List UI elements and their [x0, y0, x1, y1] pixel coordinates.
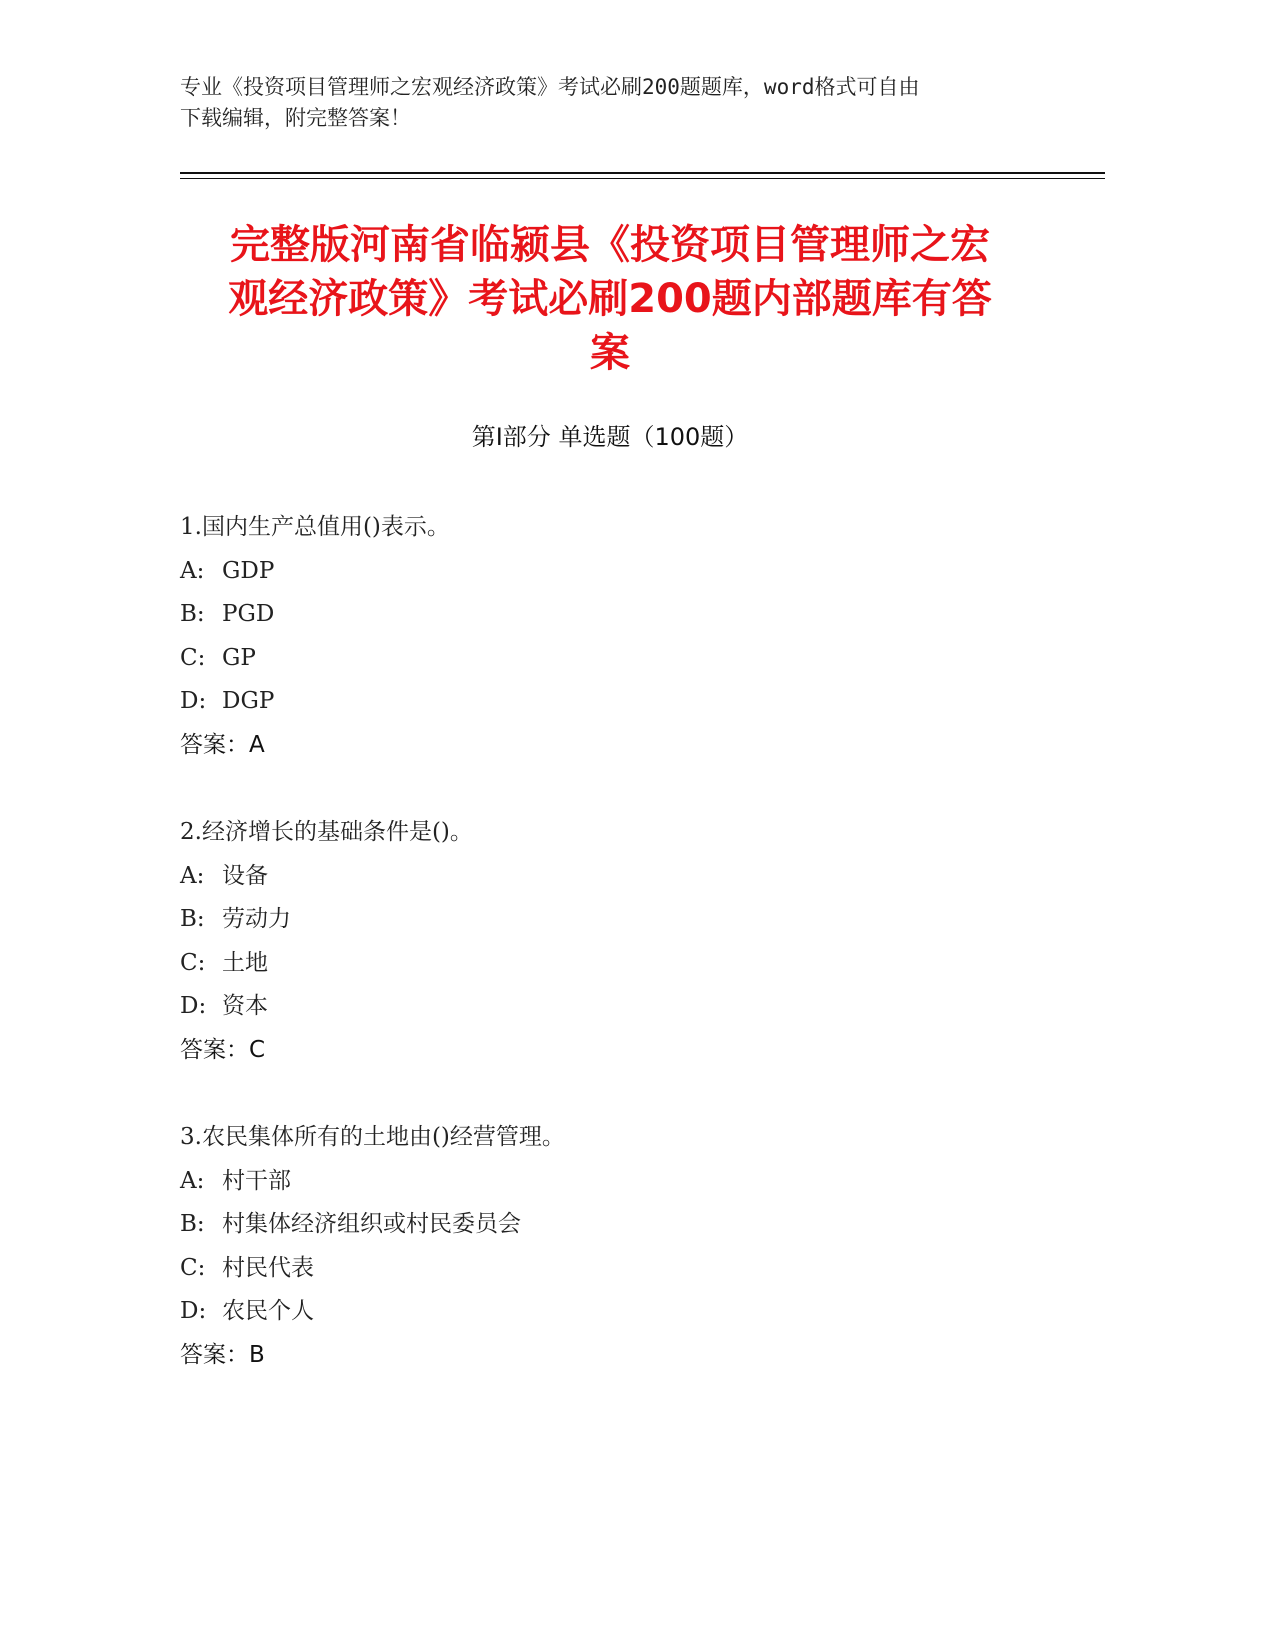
section-heading: 第Ⅰ部分 单选题（100题） [471, 423, 749, 451]
option-text: PGD [222, 601, 275, 627]
option-text: 村干部 [222, 1167, 291, 1194]
option-text: DGP [222, 688, 275, 714]
question-stem: 1.国内生产总值用()表示。 [180, 514, 450, 540]
option-letter: D: [180, 1298, 207, 1324]
header-note-line-1: 专业《投资项目管理师之宏观经济政策》考试必刷200题题库，word格式可自由 [180, 75, 920, 99]
option-letter: B: [180, 601, 205, 627]
option-text: 村集体经济组织或村民委员会 [222, 1211, 521, 1237]
header-divider-thick [180, 172, 1105, 174]
option-letter: D: [180, 688, 207, 714]
option-letter: C: [180, 949, 206, 976]
question-3 [180, 1116, 1080, 1377]
option-letter: D: [180, 993, 207, 1019]
option-a [180, 1160, 1080, 1204]
option-text: 设备 [222, 862, 268, 889]
option-b [180, 593, 1080, 637]
header-note [180, 72, 1060, 134]
header-note-line-2: 下载编辑，附完整答案！ [180, 106, 411, 130]
document-title-line-3: 案 [590, 330, 630, 376]
option-letter: A: [180, 557, 205, 584]
option-d [180, 1290, 1080, 1334]
option-c [180, 942, 1080, 986]
answer-key: 答案：C [180, 1036, 266, 1063]
answer-key: 答案：B [180, 1341, 265, 1368]
option-a [180, 550, 1080, 594]
document-title-line-2: 观经济政策》考试必刷200题内部题库有答 [228, 276, 992, 322]
document-title-line-1: 完整版河南省临颍县《投资项目管理师之宏 [230, 222, 990, 268]
option-letter: B: [180, 1211, 205, 1237]
option-a [180, 855, 1080, 899]
question-stem: 2.经济增长的基础条件是()。 [180, 819, 473, 845]
option-c [180, 637, 1080, 681]
option-letter: B: [180, 906, 205, 932]
option-text: 土地 [222, 949, 268, 976]
question-list [180, 506, 1080, 1421]
question-1 [180, 506, 1080, 767]
option-text: 劳动力 [222, 906, 291, 932]
option-d [180, 985, 1080, 1029]
option-d [180, 680, 1080, 724]
option-text: GDP [222, 557, 275, 584]
option-text: 农民个人 [222, 1298, 314, 1324]
option-letter: C: [180, 1254, 206, 1281]
option-text: 村民代表 [222, 1254, 314, 1281]
option-letter: A: [180, 1167, 205, 1194]
question-2 [180, 811, 1080, 1072]
question-stem: 3.农民集体所有的土地由()经营管理。 [180, 1124, 565, 1150]
answer-key: 答案：A [180, 731, 265, 758]
option-b [180, 1203, 1080, 1247]
option-letter: C: [180, 644, 206, 671]
option-c [180, 1247, 1080, 1291]
option-letter: A: [180, 862, 205, 889]
option-text: 资本 [222, 993, 268, 1019]
document-title [180, 218, 1040, 380]
option-text: GP [222, 644, 256, 671]
option-b [180, 898, 1080, 942]
header-divider-thin [180, 178, 1105, 179]
